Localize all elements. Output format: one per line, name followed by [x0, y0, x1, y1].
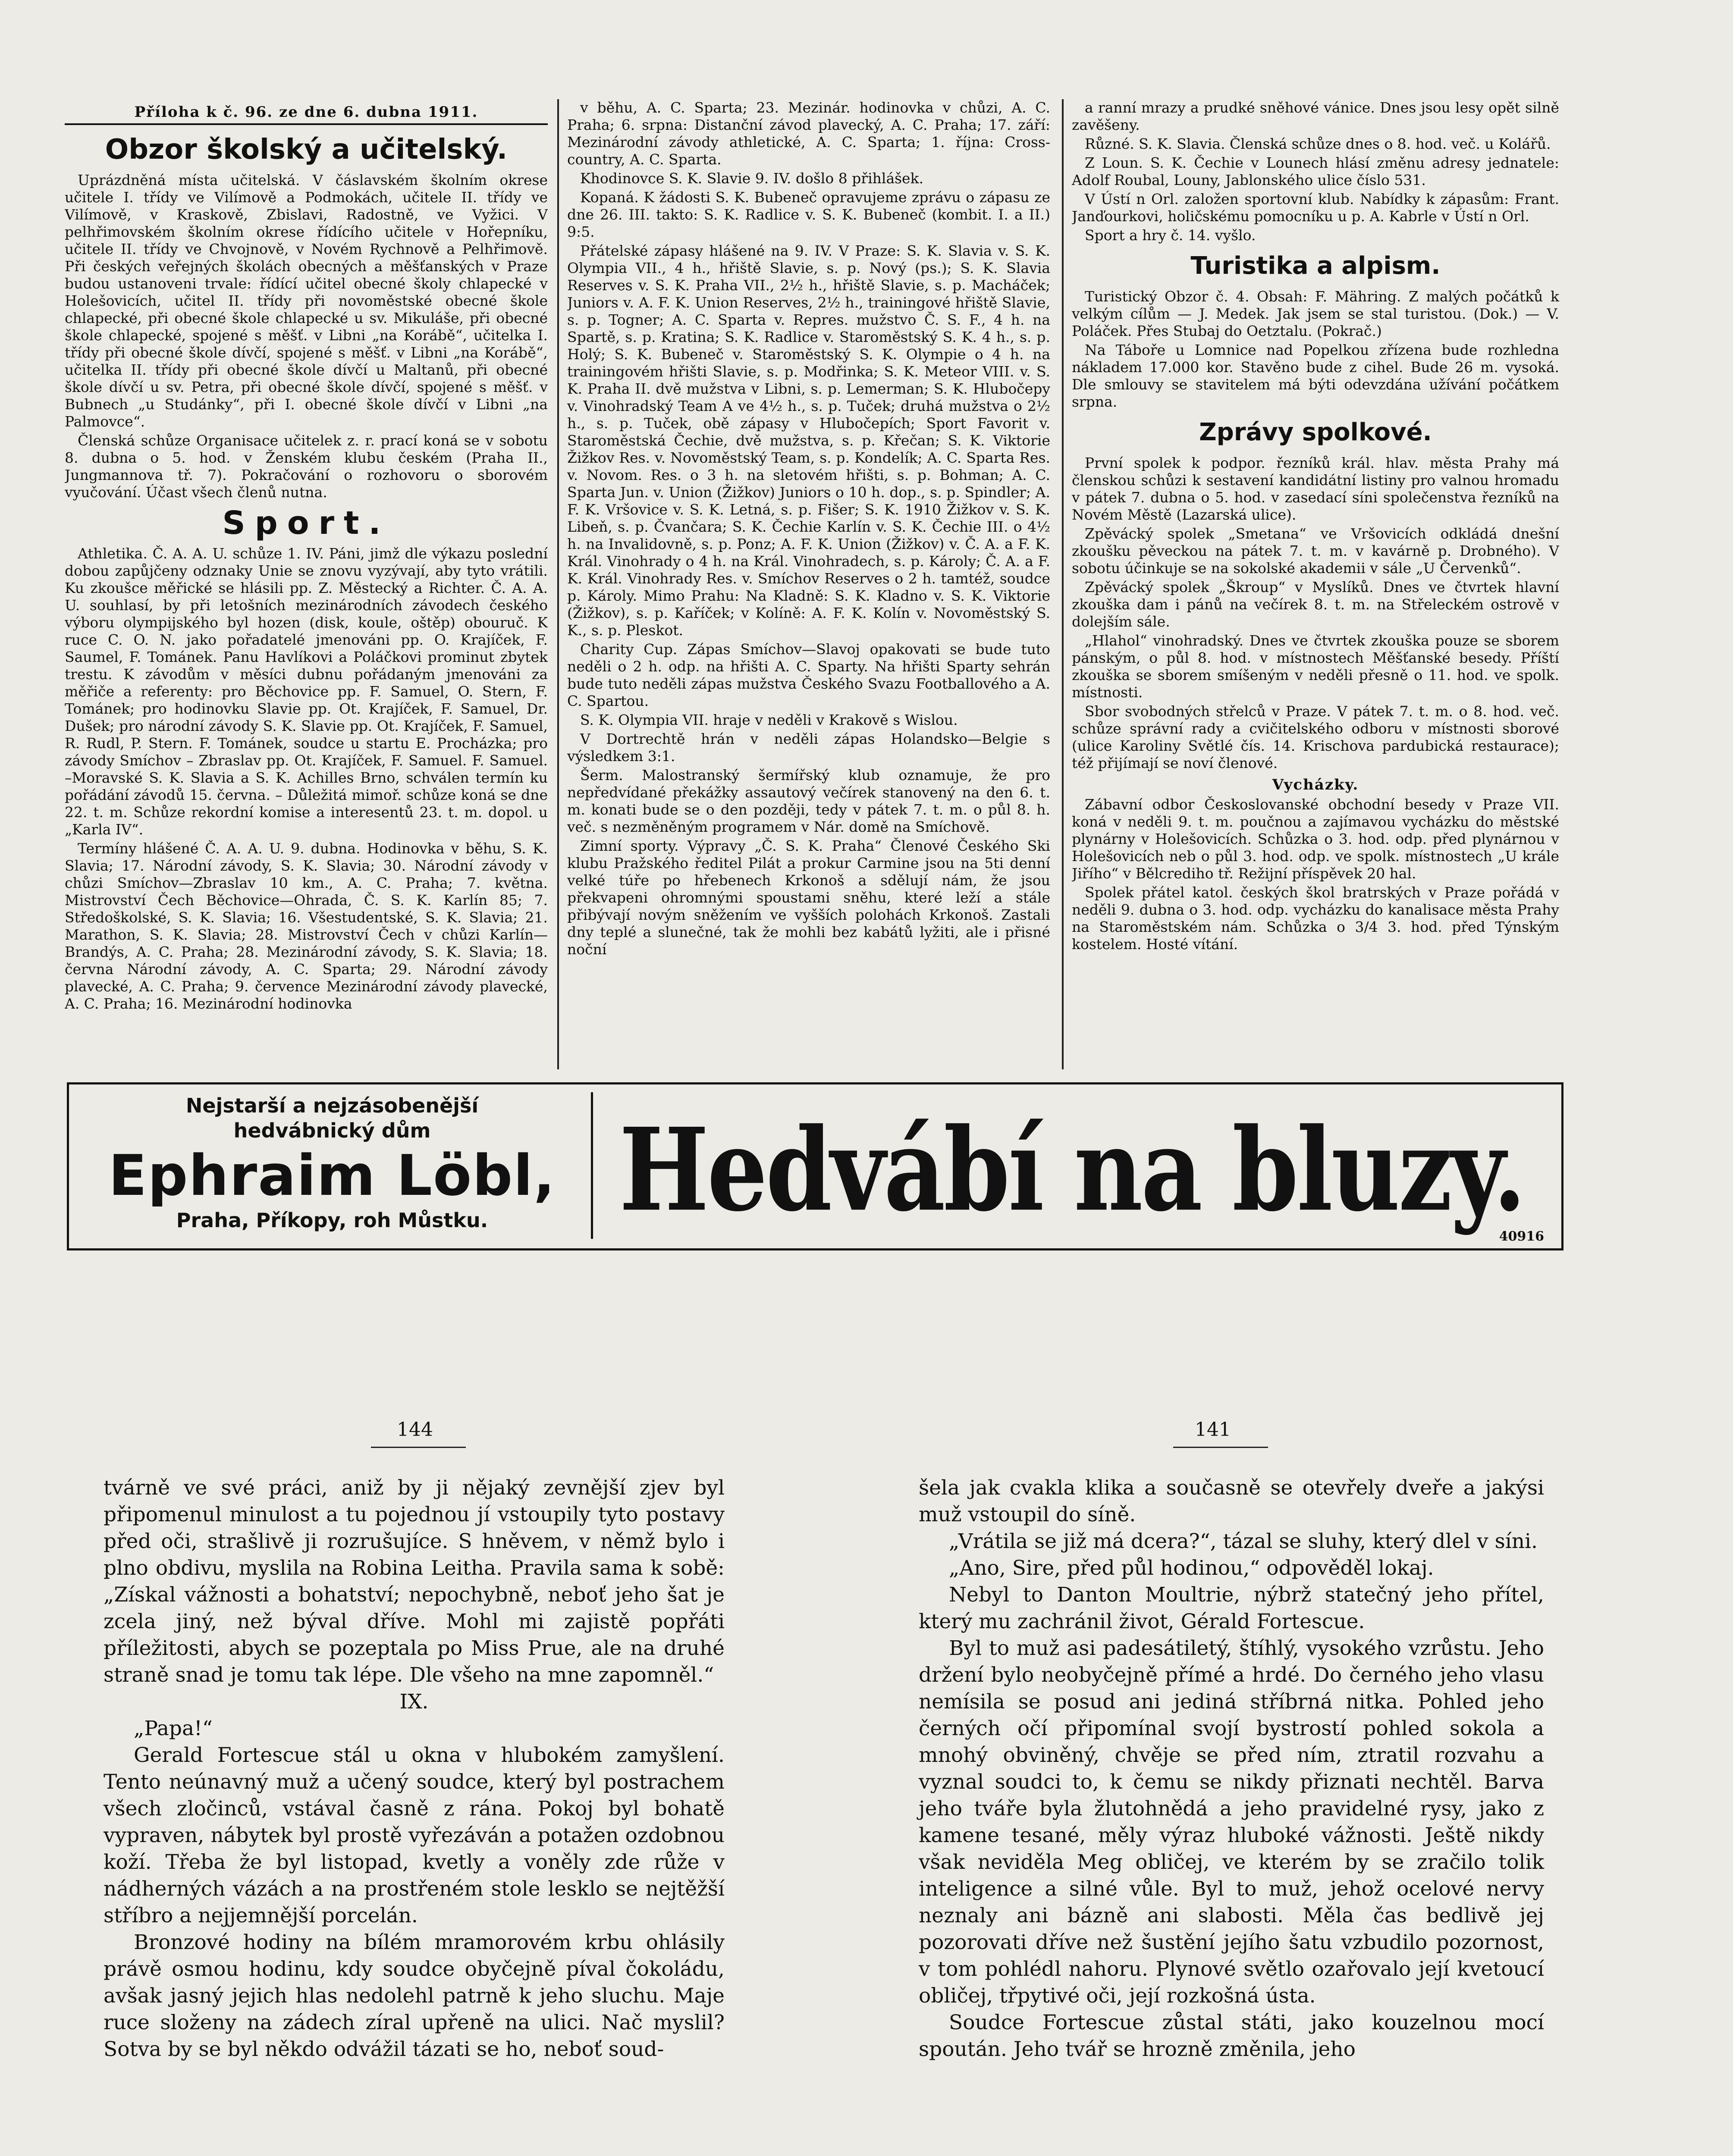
- article-paragraph: „Hlahol“ vinohradský. Dnes ve čtvrtek zkouška pouze se sborem pánským, o půl 8. hod. v místnostech Měšťanské besedy. Příští zkouška se sborem smíšeným v neděli přesně o 11. hod. ve spolk. místnosti.: [1072, 632, 1559, 701]
- book-paragraph: „Papa!“: [134, 1717, 213, 1740]
- book-paragraph: Bronzové hodiny na bílém mramorovém krbu ohlásily právě osmou hodinu, kdy soudce obyčejně píval čokoládu, avšak jasný jejich hlas nedolehl patrně k jeho sluchu. Maje ruce složeny na zádech zíral upřeně na ulici. Nač myslil? Sotva by se byl někdo odvážil tázati se ho, neboť soud-: [104, 1930, 725, 2061]
- article-paragraph: a ranní mrazy a prudké sněhové vánice. Dnes jsou lesy opět silně zavěšeny.: [1072, 99, 1559, 133]
- article-paragraph: Šerm. Malostranský šermířský klub oznamuje, že pro nepředvídané překážky assautový večírek stanovený na den 6. t. m. konati bude se o den později, tedy v pátek 7. t. m. o půl 8. h. več. s nezměněným programem v Nár. domě na Smíchově.: [567, 767, 1050, 835]
- book-paragraph: šela jak cvakla klika a současně se otevřely dveře a jakýsi muž vstoupil do síně.: [919, 1476, 1544, 1526]
- section-title-tourism: Turistika a alpism.: [1190, 252, 1441, 280]
- article-paragraph: Zpěvácký spolek „Smetana“ ve Vršovicích odkládá dnešní zkoušku pěveckou na pátek 7. t. m. v kavárně p. Drobného). V sobotu účinkuje se na sokolské akademii v sále „U Červenků“.: [1072, 525, 1559, 577]
- page-number-left: 144: [397, 1419, 433, 1441]
- chapter-heading: IX.: [399, 1690, 429, 1714]
- section-title-clubs: Zprávy spolkové.: [1199, 418, 1432, 446]
- ad-slogan: Hedvábí na bluzy.: [619, 1103, 1525, 1237]
- page-number-rule: [1173, 1447, 1268, 1448]
- section-title-school: Obzor školský a učitelský.: [105, 134, 508, 166]
- article-paragraph: Sbor svobodných střelců v Praze. V pátek 7. t. m. o 8. hod. več. schůze správní rady a cvičitelského odboru v místnosti sborové (ulice Karoliny Světlé čís. 14. Krischova pardubická restaurace); též přijímají se noví členové.: [1072, 703, 1559, 771]
- article-paragraph: Zábavní odbor Českoslovanské obchodní besedy v Praze VII. koná v neděli 9. t. m. poučnou a zajímavou vycházku do městské plynárny v Holešovicích. Schůzka o 3. hod. odp. před plynárnou v Holešovicích neb o půl 3. hod. odp. ve spolk. místnostech „U krále Jiřího“ v Bělcrediho tř. Režijní příspěvek 20 hal.: [1072, 796, 1559, 882]
- article-paragraph: v běhu, A. C. Sparta; 23. Mezinár. hodinovka v chůzi, A. C. Praha; 6. srpna: Distanční závod plavecký, A. C. Praha; 17. září: Mezinárodní závody athletické, A. C. Sparta; 1. října: Cross-country, A. C. Sparta.: [567, 99, 1050, 168]
- page-number-rule: [371, 1447, 466, 1448]
- article-paragraph: Athletika. Č. A. A. U. schůze 1. IV. Páni, jimž dle výkazu poslední dobou zapůjčeny odznaky Unie se znovu vyzývají, aby tyto vrátili. Ku zkoušce měřické se hlásili pp. Z. Městecký a Richter. Č. A. A. U. souhlasí, by při letošních mezinárodních závodech českého výboru olympijského byl hozen (disk, koule, oštěp) obouruč. K ruce C. O. N. jako pořadatelé jmenováni pp. O. Krajíček, F. Saumel, F. Tománek. Panu Havlíkovi a Poláčkovi prominut zbytek trestu. K závodům v měsíci dubnu pořádaným jmenováni za měřiče a referenty: pro Běchovice pp. F. Samuel, O. Stern, F. Tománek; pro hodinovku Slavie pp. Ot. Krajíček, F. Samuel, Dr. Dušek; pro národní závody S. K. Slavie pp. Ot. Krajíček, F. Samuel, R. Rudl, P. Stern. F. Tománek, soudce u startu E. Procházka; pro závody Smíchov – Zbraslav pp. Ot. Krajíček, F. Samuel. F. Samuel. –Moravské S. K. Slavia a S. K. Achilles Brno, schválen termín ku pořádání závodů 15. června. – Důležitá mimoř. schůze koná se dne 22. t. m. Schůze rekordní komise a interesentů 23. t. m. dopol. u „Karla IV“.: [65, 545, 548, 838]
- article-paragraph: Přátelské zápasy hlášené na 9. IV. V Praze: S. K. Slavia v. S. K. Olympia VII., 4 h., hřiště Slavie, s. p. Nový (ps.); S. K. Slavia Reserves v. S. K. Praha VII., 2½ h., hřiště Slavie, s. p. Macháček; Juniors v. A. F. K. Union Reserves, 2½ h., trainingové hřiště Slavie, s. p. Togner; A. C. Sparta v. Repres. mužstvo Č. S. F., 4 h. na Spartě, s. p. Kratina; S. K. Radlice v. Staroměstský S. K. 4 h., s. p. Holý; S. K. Bubeneč v. Staroměstský S. K. Olympie o 4 h. na trainingovém hřišti Slavie, s. p. Modřinka; S. K. Meteor VIII. v. S. K. Praha II. dvě mužstva v Libni, s. p. Lemerman; S. K. Hlubočepy v. Vinohradský Team A ve 4½ h., s. p. Tuček; druhá mužstva o 2½ h., s. p. Tuček, obě zápasy v Hlubočepích; Sport Favorit v. Staroměstská Čechie, dvě mužstva, s. p. Křečan; S. K. Viktorie Žižkov Res. v. Novoměstský Team, s. p. Kondelík; A. C. Sparta Res. v. Novom. Res. o 3 h. na sletovém hřišti, s. p. Bohman; A. C. Sparta Jun. v. Union (Žižkov) Juniors o 10 h. dop., s. p. Spindler; A. F. K. Vršovice v. S. K. Letná, s. p. Fišer; S. K. 1910 Žižkov v. S. K. Libeň, s. p. Čvančara; S. K. Čechie Karlín v. S. K. Čechie III. o 4½ h. na Invalidovně, s. p. Ponz; A. F. K. Union (Žižkov) v. Č. A. a F. K. Král. Vinohrady o 4 h. na Král. Vinohradech, s. p. Károly; Č. A. a F. K. Král. Vinohrady Res. v. Smíchov Reserves o 2 h. tamtéž, soudce p. Károly. Mimo Prahu: Na Kladně: S. K. Kladno v. S. K. Viktorie (Žižkov), s. p. Kaříček; v Kolíně: A. F. K. Kolín v. Novoměstský S. K., s. p. Pleskot.: [567, 242, 1050, 639]
- book-paragraph: Nebyl to Danton Moultrie, nýbrž statečný jeho přítel, který mu zachránil život, Gérald Fortescue.: [919, 1583, 1544, 1633]
- article-paragraph: Sport a hry č. 14. vyšlo.: [1085, 227, 1256, 244]
- section-title-sport: Sport.: [222, 505, 390, 542]
- book-page-left: [104, 1475, 725, 2063]
- article-paragraph: Spolek přátel katol. českých škol bratrských v Praze pořádá v neděli 9. dubna o 3. hod. odp. vycházku do kanalisace města Prahy na Staroměstském nám. Schůzka o 3/4 3. hod. před Týnským kostelem. Hosté vítání.: [1072, 884, 1559, 953]
- article-paragraph: Z Loun. S. K. Čechie v Lounech hlásí změnu adresy jednatele: Adolf Roubal, Louny, Jablonského ulice číslo 531.: [1072, 154, 1559, 188]
- page-number-right: 141: [1195, 1419, 1231, 1441]
- article-paragraph: Zpěvácký spolek „Škroup“ v Myslíků. Dnes ve čtvrtek hlavní zkouška dam i pánů na večírek 8. t. m. na Střeleckém ostrově v dolejším sále.: [1072, 579, 1559, 630]
- book-page-right: [919, 1475, 1544, 2063]
- ad-line-1: Nejstarší a nejzásobenější: [185, 1094, 479, 1117]
- article-paragraph: Turistický Obzor č. 4. Obsah: F. Mähring. Z malých počátků k velkým cílům — J. Medek. Jak jsem se stal turistou. (Dok.) — V. Poláček. Přes Stubaj do Oetztalu. (Pokrač.): [1072, 288, 1559, 339]
- article-paragraph: S. K. Olympia VII. hraje v neděli v Krakově s Wislou.: [580, 711, 958, 728]
- article-paragraph: První spolek k podpor. řezníků král. hlav. města Prahy má členskou schůzi k sestavení kandidátní listiny pro valnou hromadu v pátek 7. dubna o 5. hod. v zasedací síni společenstva řezníků na Novém Městě (Lazarská ulice).: [1072, 454, 1559, 523]
- section-title-walks: Vycházky.: [1272, 776, 1359, 793]
- article-paragraph: Kopaná. K žádosti S. K. Bubeneč opravujeme zprávu o zápasu ze dne 26. III. takto: S. K. Radlice v. S. K. Bubeneč (kombit. I. a II.) 9:5.: [567, 189, 1050, 240]
- newspaper-column-1: [65, 99, 548, 1069]
- article-paragraph: Charity Cup. Zápas Smíchov—Slavoj opakovati se bude tuto neděli o 2 h. odp. na hřišti A. C. Sparty. Na hřišti Sparty sehrán bude tuto neděli zápas mužstva Českého Svazu Footballového a A. C. Spartou.: [567, 641, 1050, 709]
- newspaper-column-2: [567, 99, 1050, 1069]
- ad-store-name: Ephraim Löbl,: [108, 1143, 556, 1208]
- book-paragraph: Byl to muž asi padesátiletý, štíhlý, vysokého vzrůstu. Jeho držení bylo neobyčejně přímé a hrdé. Do černého jeho vlasu nemísila se posud ani jediná stříbrná nitka. Pohled jeho černých očí připomínal svojí bystrostí pohled sokola a mnohý obviněný, chvěje se před ním, ztratil rozvahu a vyznal soudci to, k čemu se nikdy přiznati nechtěl. Barva jeho tváře byla žlutohnědá a jeho pravidelné rysy, jako z kamene tesané, měly výraz hluboké vážnosti. Ještě nikdy však neviděla Meg obličej, ve kterém by se zračilo tolik inteligence a silné vůle. Byl to muž, jehož ocelové nervy neznaly ani bázně ani slabosti. Měla čas bedlivě jej pozorovati dříve než šustění jejího šatu vzbudilo pozornost, v tom pohlédl nahoru. Plynové světlo ozařovalo její kvetoucí obličej, třpytivé oči, její rozkošná ústa.: [919, 1636, 1544, 2008]
- silk-advertisement: [67, 1082, 1563, 1250]
- book-paragraph: „Vrátila se již má dcera?“, tázal se sluhy, který dlel v síni.: [949, 1529, 1538, 1553]
- article-paragraph: Uprázdněná místa učitelská. V čáslavském školním okrese učitele I. třídy ve Vilímově a Podmokách, učitele II. třídy ve Vilímově, v Kraskově, Zbislavi, Radostně, ve Vyžici. V pelhřimovském školním okrese řídícího učitele v Hořepníku, učitele II. třídy ve Chvojnově, v Novém Rychnově a Pelhřimově. Při českých veřejných školách obecných a měšťanských v Praze budou ustanoveni trvale: řídící učitel obecné školy chlapecké v Holešovicích, učitel II. třídy při novoměstské obecné škole chlapecké, při obecné škole chlapecké u sv. Mikuláše, při obecné škole chlapecké, spojené s měšť. v Libni „na Korábě“, učitelka I. třídy při obecné škole dívčí, spojené s měšť. v Libni „na Korábě“, učitelka II. třídy při obecné škole dívčí u Maltanů, při obecné škole dívčí u sv. Petra, při obecné škole dívčí, spojené s měšť. v Bubnech „u Studánky“, při I. obecné škole dívčí v Libni „na Palmovce“.: [65, 172, 548, 430]
- book-paragraph: tvárně ve své práci, aniž by ji nějaký zevnější zjev byl připomenul minulost a tu pojednou jí vstoupily tyto postavy před oči, strašlivě ji rozrušujíce. S hněvem, v němž bylo i plno obdivu, myslila na Robina Leitha. Pravila sama k sobě: „Získal vážnosti a bohatství; nepochybně, neboť jeho šat je zcela jiný, než býval dříve. Mohl mi zajistě popřáti příležitosti, abych se pozeptala po Miss Prue, ale na druhé straně snad je tomu tak lépe. Dle všeho na mne zapomněl.“: [104, 1476, 725, 1687]
- newspaper-header: Příloha k č. 96. ze dne 6. dubna 1911.: [134, 103, 478, 121]
- book-paragraph: „Ano, Sire, před půl hodinou,“ odpověděl lokaj.: [949, 1556, 1434, 1580]
- column-divider: [1062, 99, 1064, 1069]
- book-paragraph: Soudce Fortescue zůstal státi, jako kouzelnou mocí spoután. Jeho tvář se hrozně změnila, jeho: [919, 2011, 1544, 2061]
- ad-code: 40916: [1499, 1229, 1544, 1244]
- column-divider: [557, 99, 559, 1069]
- ad-store-block: [82, 1093, 582, 1235]
- article-paragraph: Různé. S. K. Slavia. Členská schůze dnes o 8. hod. več. u Kolářů.: [1085, 135, 1551, 152]
- ad-divider: [591, 1092, 593, 1239]
- newspaper-column-3: [1072, 99, 1559, 1069]
- header-rule: [65, 123, 548, 125]
- book-paragraph: Gerald Fortescue stál u okna v hlubokém zamyšlení. Tento neúnavný muž a učený soudce, který byl postrachem všech zločinců, vstával časně z rána. Pokoj byl bohatě vypraven, nábytek byl prostě vyřezáván a potažen ozdobnou koží. Třeba že byl listopad, kvetly a voněly zde růže v nádherných vázách a na prostřeném stole lesklo se nejtěžší stříbro a nejjemnější porcelán.: [104, 1743, 725, 1927]
- article-paragraph: V Dortrechtě hrán v neděli zápas Holandsko—Belgie s výsledkem 3:1.: [567, 730, 1050, 765]
- article-paragraph: Khodinovce S. K. Slavie 9. IV. došlo 8 přihlášek.: [580, 170, 924, 187]
- ad-address: Praha, Příkopy, roh Můstku.: [176, 1209, 488, 1232]
- article-paragraph: Termíny hlášené Č. A. A. U. 9. dubna. Hodinovka v běhu, S. K. Slavia; 17. Národní závody, S. K. Slavia; 30. Národní závody v chůzi Smíchov—Zbraslav 10 km., A. C. Praha; 7. května. Mistrovství Čech Běchovice—Ohrada, Č. S. K. Karlín 85; 7. Středoškolské, S. K. Slavia; 16. Všestudentské, S. K. Slavia; 21. Marathon, S. K. Slavia; 28. Mistrovství Čech v chůzi Karlín—Brandýs, A. C. Praha; 28. Mezinárodní závody, S. K. Slavia; 18. června Národní závody, A. C. Sparta; 29. Národní závody plavecké, A. C. Praha; 9. července Mezinárodní závody plavecké, A. C. Praha; 16. Mezinárodní hodinovka: [65, 840, 548, 1012]
- article-paragraph: Členská schůze Organisace učitelek z. r. prací koná se v sobotu 8. dubna o 5. hod. v Ženském klubu českém (Praha II., Jungmannova tř. 7). Pokračování o rozhovoru o sborovém vyučování. Účast všech členů nutna.: [65, 432, 548, 501]
- article-paragraph: Na Táboře u Lomnice nad Popelkou zřízena bude rozhledna nákladem 17.000 kor. Stavěno bude z cihel. Bude 26 m. vysoká. Dle smlouvy se stavitelem má býti odevzdána užívání počátkem srpna.: [1072, 342, 1559, 410]
- article-paragraph: Zimní sporty. Výpravy „Č. S. K. Praha“ Členové Českého Ski klubu Pražského ředitel Pilát a prokur Carmine jsou na 5ti denní velké túře po hřebenech Krkonoš a sdělují nám, že jsou překvapeni ohromnými spoustami sněhu, které leží a stále přibývají novým sněžením ve vyšších polohách Krkonoš. Zastali dny teplé a slunečné, tak že mohli bez kabátů lyžiti, ale i přisné noční: [567, 837, 1050, 958]
- ad-line-2: hedvábnický dům: [233, 1119, 431, 1142]
- article-paragraph: V Ústí n Orl. založen sportovní klub. Nabídky k zápasům: Frant. Janďourkovi, holičskému pomocníku u p. A. Kabrle v Ústí n Orl.: [1072, 191, 1559, 225]
